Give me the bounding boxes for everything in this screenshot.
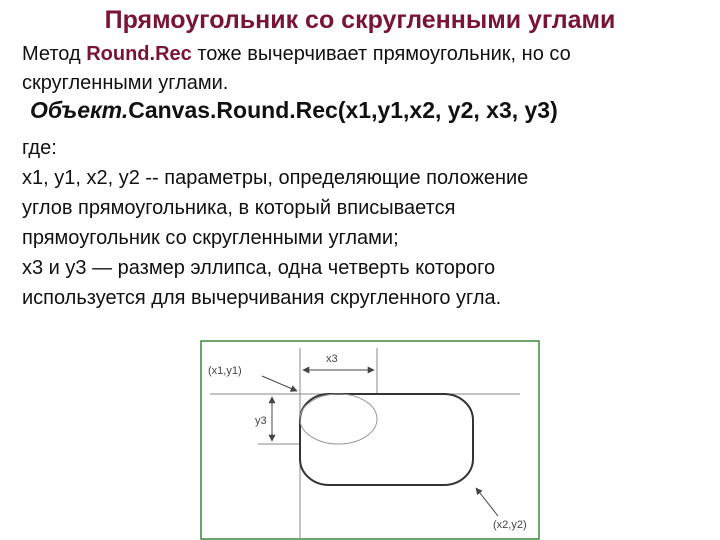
intro-text-after: тоже вычерчивает прямоугольник, но со — [191, 43, 571, 65]
top-left-pointer — [262, 376, 297, 391]
x3-label: x3 — [326, 353, 338, 365]
explanation-line: x1, y1, x2, y2 -- параметры, определяющие положение — [22, 167, 529, 189]
syntax-line — [30, 97, 558, 124]
explanation-line: используется для вычерчивания скругленного угла. — [22, 287, 502, 309]
intro-line-1 — [22, 40, 571, 69]
bottom-right-corner-label: (x2,y2) — [493, 519, 527, 531]
explanation-line: x3 и y3 — размер эллипса, одна четверть которого — [22, 257, 496, 279]
explanation-line: прямоугольник со скругленными углами; — [22, 227, 399, 249]
syntax-object: Объект. — [30, 97, 129, 123]
round-rect-diagram — [200, 340, 540, 540]
method-name: Round.Rec — [86, 43, 192, 65]
diagram-svg — [200, 340, 540, 540]
top-left-corner-label: (x1,y1) — [208, 365, 242, 377]
intro-text-before: Метод — [22, 43, 87, 65]
intro-line-2: скругленными углами. — [22, 72, 229, 94]
rounded-rectangle — [300, 394, 473, 485]
diagram-frame — [201, 341, 539, 539]
syntax-call: Canvas.Round.Rec(x1,y1,x2, y2, x3, y3) — [128, 97, 558, 123]
intro-paragraph — [22, 40, 571, 98]
slide-title: Прямоугольник со скругленными углами — [104, 6, 616, 34]
explanation-line: углов прямоугольника, в который вписывается — [22, 197, 456, 219]
explanation-block — [22, 133, 528, 313]
bottom-right-pointer — [476, 488, 498, 516]
corner-ellipse — [300, 394, 377, 444]
y3-label: y3 — [255, 415, 267, 427]
explanation-line: где: — [22, 137, 57, 159]
